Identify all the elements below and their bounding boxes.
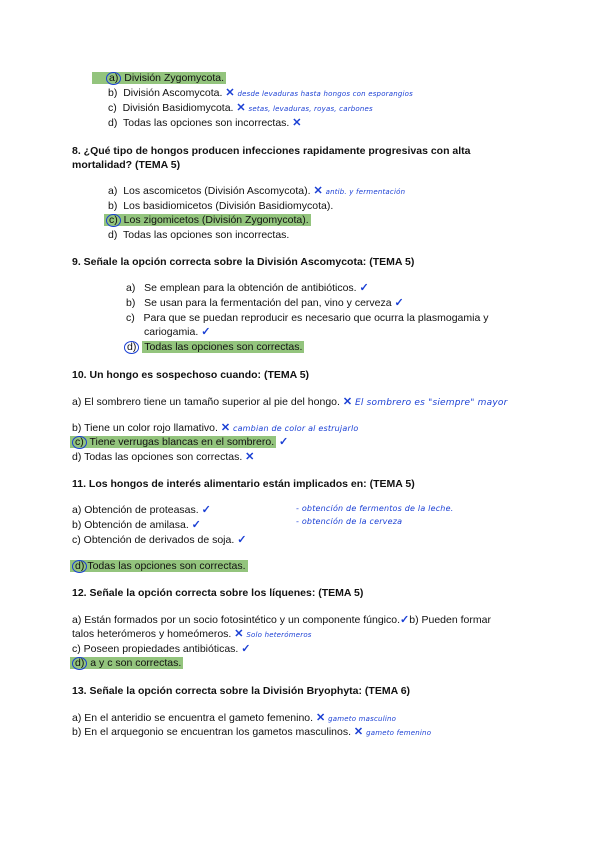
cross-mark-icon: ✕ (236, 102, 246, 114)
q8-title: 8. ¿Qué tipo de hongos producen infecciones rapidamente progresivas con alta (72, 145, 471, 157)
highlight: d) Todas las opciones son correctas. (70, 560, 248, 572)
cross-mark-icon: ✕ (353, 726, 364, 738)
cross-mark-icon: ✕ (316, 712, 326, 724)
cross-mark-icon: ✕ (225, 87, 235, 99)
q11-option-d (70, 560, 248, 573)
handwritten-note: gameto masculino (328, 715, 397, 723)
cross-mark-icon: ✕ (292, 117, 302, 129)
cross-mark-icon: ✕ (220, 422, 231, 434)
check-mark-icon: ✓ (279, 436, 289, 448)
handwritten-note: gameto femenino (366, 729, 432, 737)
answer-circle: d) (124, 341, 139, 354)
highlight: a) División Zygomycota. (92, 72, 226, 84)
q11-option-b: b) Obtención de amilasa. ✓ (72, 519, 201, 531)
q10-title: 10. Un hongo es sospechoso cuando: (TEMA 5) (72, 369, 310, 381)
answer-circle: c) (106, 214, 121, 227)
handwritten-note: - obtención de fermentos de la leche. (296, 504, 454, 513)
q10-option-b: b) Tiene un color rojo llamativo. ✕ cambian de color al estrujarlo (72, 422, 359, 434)
check-mark-icon: ✓ (201, 504, 211, 516)
q9-title: 9. Señale la opción correcta sobre la División Ascomycota: (TEMA 5) (72, 256, 415, 268)
q7-option-c: c) División Basidiomycota. ✕ setas, levaduras, royas, carbones (108, 102, 373, 114)
answer-circle: a) (106, 72, 121, 85)
q9-option-c-cont: cariogamia. ✓ (144, 326, 211, 338)
handwritten-note: setas, levaduras, royas, carbones (248, 105, 373, 113)
q12-option-d (70, 657, 183, 670)
q13-option-b: b) En el arquegonio se encuentran los gametos masculinos. ✕ gameto femenino (72, 726, 432, 738)
cross-mark-icon: ✕ (245, 451, 255, 463)
handwritten-note: cambian de color al estrujarlo (232, 424, 359, 433)
cross-mark-icon: ✕ (313, 185, 323, 197)
check-mark-icon: ✓ (400, 614, 410, 626)
highlight: Todas las opciones son correctas. (144, 341, 303, 353)
q8-option-b: b) Los basidiomicetos (División Basidiomycota). (108, 200, 334, 212)
highlight: c) Los zigomicetos (División Zygomycota). (104, 214, 311, 226)
answer-circle: c) (72, 436, 87, 449)
handwritten-note: desde levaduras hasta hongos con esporangios (237, 90, 414, 98)
q7-option-d: d) Todas las opciones son incorrectas. ✕ (108, 117, 302, 129)
answer-circle: d) (72, 657, 87, 670)
q10-option-a: a) El sombrero tiene un tamaño superior al pie del hongo. ✕ El sombrero es "siempre" mayor (72, 396, 508, 408)
q12-option-b: talos heterómeros y homeómeros. ✕ Solo heterómeros (72, 628, 312, 640)
cross-mark-icon: ✕ (234, 628, 244, 640)
highlight: d) a y c son correctas. (70, 657, 183, 669)
q11-option-c: c) Obtención de derivados de soja. ✓ (72, 534, 247, 546)
q7-option-b: b) División Ascomycota. ✕ desde levaduras hasta hongos con esporangios (108, 87, 414, 99)
q8-option-a: a) Los ascomicetos (División Ascomycota). ✕ antib. y fermentación (108, 185, 406, 197)
handwritten-note: Solo heterómeros (246, 631, 312, 639)
handwritten-note: El sombrero es "siempre" mayor (354, 398, 508, 408)
q12-option-a: a) Están formados por un socio fotosintético y un componente fúngico.✓b) Pueden formar (72, 614, 491, 626)
q8-title-cont: mortalidad? (TEMA 5) (72, 159, 181, 171)
handwritten-note: antib. y fermentación (325, 188, 406, 196)
check-mark-icon: ✓ (201, 326, 211, 338)
check-mark-icon: ✓ (191, 519, 201, 531)
q9-option-c: c) Para que se puedan reproducir es necesario que ocurra la plasmogamia y (126, 312, 489, 324)
q13-option-a: a) En el anteridio se encuentra el gameto femenino. ✕ gameto masculino (72, 712, 397, 724)
check-mark-icon: ✓ (241, 643, 251, 655)
q10-option-d: d) Todas las opciones son correctas. ✕ (72, 451, 255, 463)
q10-option-c (70, 436, 288, 449)
check-mark-icon: ✓ (237, 534, 247, 546)
cross-mark-icon: ✕ (342, 396, 353, 408)
check-mark-icon: ✓ (359, 282, 369, 294)
q8-option-c (104, 214, 311, 227)
q9-option-d (124, 341, 304, 354)
highlight: c) Tiene verrugas blancas en el sombrero. (70, 436, 276, 448)
q11-title: 11. Los hongos de interés alimentario están implicados en: (TEMA 5) (72, 478, 415, 490)
q12-title: 12. Señale la opción correcta sobre los líquenes: (TEMA 5) (72, 587, 364, 599)
q12-option-c: c) Poseen propiedades antibióticas. ✓ (72, 643, 251, 655)
q9-option-a: a) Se emplean para la obtención de antibióticos. ✓ (126, 282, 369, 294)
check-mark-icon: ✓ (394, 297, 404, 309)
q9-option-b: b) Se usan para la fermentación del pan, vino y cerveza ✓ (126, 297, 404, 309)
q8-option-d: d) Todas las opciones son incorrectas. (108, 229, 290, 241)
q13-title: 13. Señale la opción correcta sobre la División Bryophyta: (TEMA 6) (72, 685, 411, 697)
handwritten-note: - obtención de la cerveza (296, 517, 403, 526)
q7-option-a (92, 72, 226, 85)
answer-circle: d) (72, 560, 87, 573)
q11-option-a: a) Obtención de proteasas. ✓ (72, 504, 211, 516)
